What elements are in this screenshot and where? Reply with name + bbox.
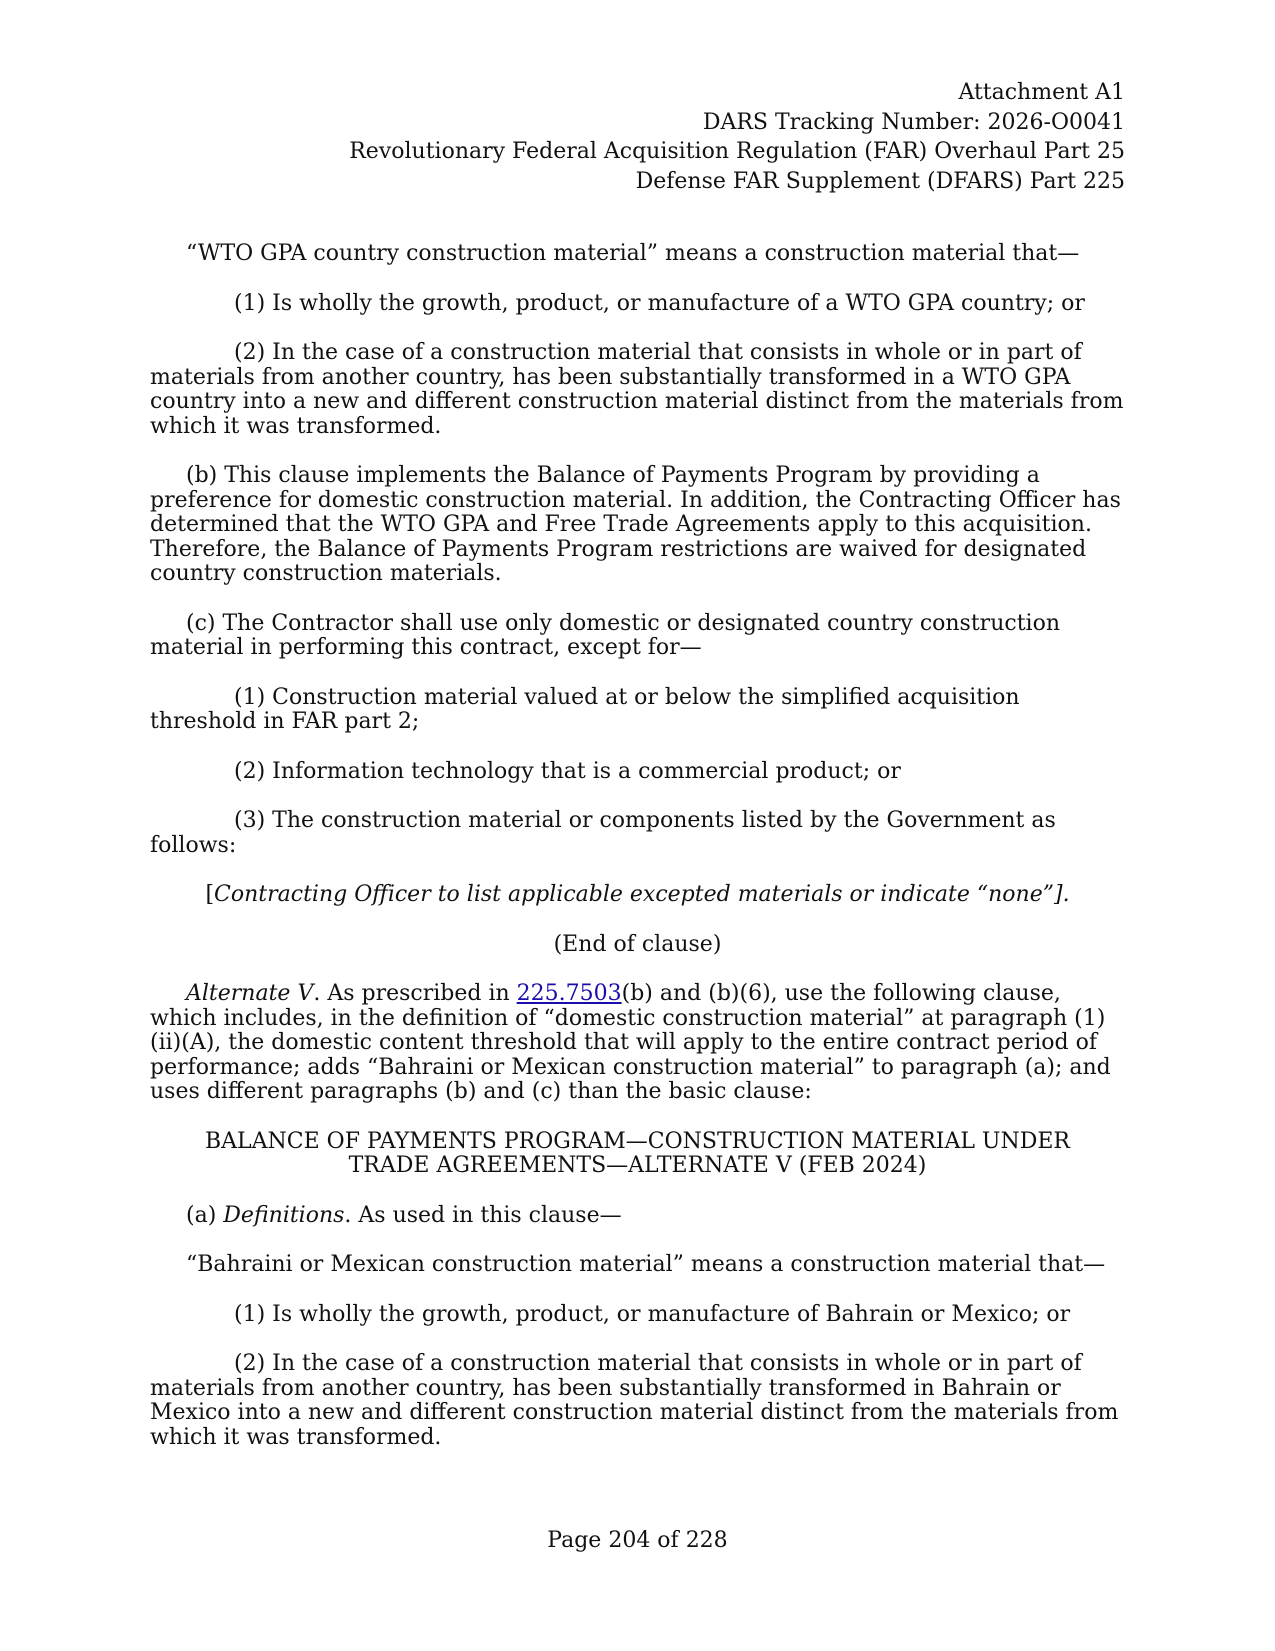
wto-definition: “WTO GPA country construction material” means a construction material that— [186, 241, 1080, 266]
paragraph-c-item-3: (3) The construction material or components listed by the Government as follows: [150, 808, 1056, 858]
alternate-v-pre-link: . As prescribed in [313, 981, 517, 1006]
clause-title-line-1: BALANCE OF PAYMENTS PROGRAM—CONSTRUCTION MATERIAL UNDER [204, 1128, 1070, 1154]
clause-title [150, 1130, 1125, 1179]
header-tracking-number: DARS Tracking Number: 2026-O0041 [702, 109, 1125, 135]
paragraph-c-item-1: (1) Construction material valued at or below the simplified acquisition threshold in FAR part 2; [150, 684, 1020, 734]
bahraini-mexican-item-2: (2) In the case of a construction material that consists in whole or in part of materials from another country, has been substantially transformed in Bahrain or Mexico into a new and different construction material distinct from the materials from which it was transformed. [150, 1351, 1119, 1450]
alternate-v-post-link: (b) and (b)(6), use the following clause, which includes, in the definition of “domestic construction material” at paragraph (1)(ii)(A), the domestic content threshold that will apply to the entire contract period of performance; adds “Bahraini or Mexican construction material” to paragraph (a); and uses different paragraphs (b) and (c) than the basic clause: [150, 981, 1111, 1104]
page-number: Page 204 of 228 [547, 1528, 728, 1553]
clause-title-line-2: TRADE AGREEMENTS—ALTERNATE V (FEB 2024) [348, 1153, 927, 1178]
note-bracket: [ [205, 882, 215, 907]
paragraph-b: (b) This clause implements the Balance of Payments Program by providing a preference for domestic construction material. In addition, the Contracting Officer has determined that the WTO GPA and Free Trade Agreements apply to this acquisition. Therefore, the Balance of Payments Program restrictions are waived for designated country construction materials. [150, 463, 1121, 586]
paragraph-c: (c) The Contractor shall use only domestic or designated country construction material in performing this contract, except for— [150, 610, 1060, 660]
bahraini-mexican-item-1: (1) Is wholly the growth, product, or manufacture of Bahrain or Mexico; or [234, 1301, 1071, 1327]
contracting-officer-note [150, 883, 1125, 908]
header-far-part: Revolutionary Federal Acquisition Regulation (FAR) Overhaul Part 25 [349, 139, 1125, 164]
alternate-v-label: Alternate V [186, 981, 314, 1006]
document-body [150, 242, 1125, 1450]
dfars-225-7503-link[interactable]: 225.7503 [516, 981, 622, 1006]
paragraph-a-definitions [150, 1204, 1125, 1229]
end-of-clause: (End of clause) [553, 931, 722, 957]
wto-definition-item-2: (2) In the case of a construction material that consists in whole or in part of materials from another country, has been substantially transformed in a WTO GPA country into a new and different construction material distinct from the materials from which it was transformed. [150, 340, 1124, 439]
wto-definition-item-1: (1) Is wholly the growth, product, or manufacture of a WTO GPA country; or [234, 290, 1085, 316]
note-text: Contracting Officer to list applicable excepted materials or indicate “none”]. [214, 882, 1070, 907]
header-dfars-part: Defense FAR Supplement (DFARS) Part 225 [635, 168, 1125, 194]
paragraph-a-prefix: (a) [186, 1202, 224, 1228]
document-page [150, 78, 1125, 1578]
page-header [150, 78, 1125, 196]
alternate-v-paragraph [150, 982, 1125, 1105]
header-attachment: Attachment A1 [958, 80, 1125, 105]
bahraini-mexican-definition: “Bahraini or Mexican construction material” means a construction material that— [186, 1252, 1106, 1277]
paragraph-a-suffix: . As used in this clause— [344, 1202, 622, 1228]
definitions-label: Definitions [223, 1202, 345, 1228]
paragraph-c-item-2: (2) Information technology that is a commercial product; or [234, 758, 901, 784]
